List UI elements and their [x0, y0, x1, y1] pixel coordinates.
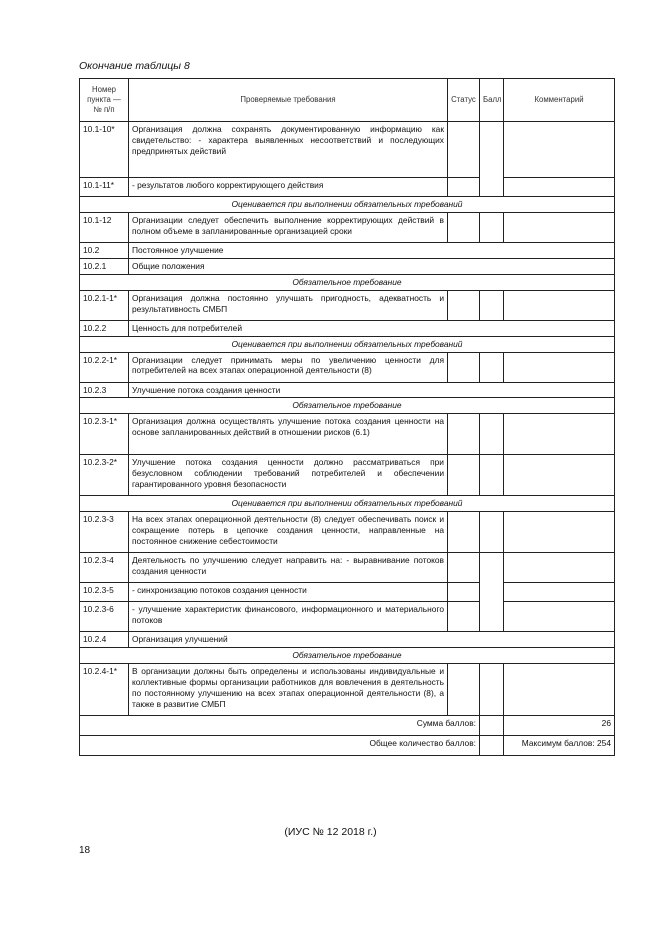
- section-row: [80, 320, 615, 336]
- table-row: [80, 178, 615, 197]
- sum-value: 26: [504, 716, 615, 736]
- status-cell[interactable]: [448, 178, 480, 197]
- sum-label: Сумма баллов:: [80, 716, 480, 736]
- table-row: [80, 455, 615, 496]
- comment-cell[interactable]: [504, 414, 615, 455]
- col-score-header: Балл: [480, 79, 504, 122]
- requirement-text: - синхронизацию потоков создания ценности: [129, 583, 448, 602]
- section-header-row: [80, 496, 615, 512]
- requirement-text: В организации должны быть определены и использованы индивидуальные и коллективные формы организации работников для вовлечения в деятельность по постоянному улучшению на всех этапах операционной деятельности (8), а также в развитие СМБП: [129, 664, 448, 716]
- requirement-text: На всех этапах операционной деятельности (8) следует обеспечивать поиск и сокращение потерь в цепочке создания ценности, направленные на постоянное снижение себестоимости: [129, 512, 448, 553]
- score-cell[interactable]: [480, 290, 504, 320]
- col-requirements-header: Проверяемые требования: [129, 79, 448, 122]
- mandatory-note: Обязательное требование: [80, 648, 615, 664]
- item-number: 10.1-11*: [80, 178, 129, 197]
- mandatory-note: Обязательное требование: [80, 398, 615, 414]
- total-row: [80, 736, 615, 756]
- section-title: Постоянное улучшение: [129, 242, 615, 258]
- table-caption: Окончание таблицы 8: [79, 60, 190, 72]
- sum-score-cell: [480, 716, 504, 736]
- col-status-header: Статус: [448, 79, 480, 122]
- status-cell[interactable]: [448, 583, 480, 602]
- evaluation-note: Оценивается при выполнении обязательных требований: [80, 197, 615, 213]
- status-cell[interactable]: [448, 414, 480, 455]
- score-cell[interactable]: [480, 352, 504, 382]
- col-comment-header: Комментарий: [504, 79, 615, 122]
- comment-cell[interactable]: [504, 122, 615, 178]
- comment-cell[interactable]: [504, 212, 615, 242]
- table-row: [80, 414, 615, 455]
- score-cell[interactable]: [480, 122, 504, 197]
- table-header-row: [80, 79, 615, 122]
- requirement-text: Организация должна постоянно улучшать пригодность, адекватность и результативность СМБП: [129, 290, 448, 320]
- table-row: [80, 512, 615, 553]
- item-number: 10.2.3-6: [80, 602, 129, 632]
- status-cell[interactable]: [448, 553, 480, 583]
- section-title: Организация улучшений: [129, 632, 615, 648]
- status-cell[interactable]: [448, 122, 480, 178]
- table-row: [80, 602, 615, 632]
- item-number: 10.2.2-1*: [80, 352, 129, 382]
- status-cell[interactable]: [448, 290, 480, 320]
- requirement-text: - результатов любого корректирующего действия: [129, 178, 448, 197]
- evaluation-note: Оценивается при выполнении обязательных требований: [80, 336, 615, 352]
- status-cell[interactable]: [448, 512, 480, 553]
- requirement-text: - улучшение характеристик финансового, информационного и материального потоков: [129, 602, 448, 632]
- table-row: [80, 553, 615, 583]
- score-cell[interactable]: [480, 664, 504, 716]
- section-row: [80, 382, 615, 398]
- item-number: 10.2.3-2*: [80, 455, 129, 496]
- table-row: [80, 664, 615, 716]
- section-number: 10.2: [80, 242, 129, 258]
- item-number: 10.1-12: [80, 212, 129, 242]
- comment-cell[interactable]: [504, 178, 615, 197]
- comment-cell[interactable]: [504, 455, 615, 496]
- comment-cell[interactable]: [504, 553, 615, 583]
- table-row: [80, 290, 615, 320]
- item-number: 10.2.4-1*: [80, 664, 129, 716]
- section-header-row: [80, 398, 615, 414]
- comment-cell[interactable]: [504, 602, 615, 632]
- section-number: 10.2.4: [80, 632, 129, 648]
- section-row: [80, 258, 615, 274]
- requirement-text: Организации следует принимать меры по увеличению ценности для потребителей на всех этапах операционной деятельности (8): [129, 352, 448, 382]
- comment-cell[interactable]: [504, 512, 615, 553]
- status-cell[interactable]: [448, 352, 480, 382]
- item-number: 10.2.3-3: [80, 512, 129, 553]
- requirements-table: [79, 78, 615, 756]
- score-cell[interactable]: [480, 553, 504, 632]
- table-row: [80, 583, 615, 602]
- requirement-text: Организации следует обеспечить выполнение корректирующих действий в полном объеме в запланированные организацией сроки: [129, 212, 448, 242]
- section-title: Ценность для потребителей: [129, 320, 615, 336]
- mandatory-note: Обязательное требование: [80, 274, 615, 290]
- table-row: [80, 352, 615, 382]
- item-number: 10.2.3-4: [80, 553, 129, 583]
- sum-row: [80, 716, 615, 736]
- section-header-row: [80, 274, 615, 290]
- max-score: Максимум баллов: 254: [504, 736, 615, 756]
- col-num-header: Номер пункта — № п/п: [80, 79, 129, 122]
- table-row: [80, 122, 615, 178]
- item-number: 10.1-10*: [80, 122, 129, 178]
- item-number: 10.2.3-1*: [80, 414, 129, 455]
- status-cell[interactable]: [448, 602, 480, 632]
- score-cell[interactable]: [480, 455, 504, 496]
- evaluation-note: Оценивается при выполнении обязательных требований: [80, 496, 615, 512]
- score-cell[interactable]: [480, 212, 504, 242]
- table-row: [80, 212, 615, 242]
- requirement-text: Организация должна осуществлять улучшение потока создания ценности на основе запланированных действий в отношении рисков (6.1): [129, 414, 448, 455]
- item-number: 10.2.3-5: [80, 583, 129, 602]
- section-header-row: [80, 197, 615, 213]
- item-number: 10.2.1-1*: [80, 290, 129, 320]
- score-cell[interactable]: [480, 512, 504, 553]
- section-number: 10.2.3: [80, 382, 129, 398]
- total-label: Общее количество баллов:: [80, 736, 480, 756]
- section-title: Общие положения: [129, 258, 615, 274]
- status-cell[interactable]: [448, 455, 480, 496]
- comment-cell[interactable]: [504, 583, 615, 602]
- comment-cell[interactable]: [504, 664, 615, 716]
- section-row: [80, 242, 615, 258]
- section-header-row: [80, 336, 615, 352]
- section-number: 10.2.2: [80, 320, 129, 336]
- score-cell[interactable]: [480, 414, 504, 455]
- section-header-row: [80, 648, 615, 664]
- requirement-text: Деятельность по улучшению следует направить на: - выравнивание потоков создания ценности: [129, 553, 448, 583]
- section-title: Улучшение потока создания ценности: [129, 382, 615, 398]
- status-cell[interactable]: [448, 212, 480, 242]
- comment-cell[interactable]: [504, 290, 615, 320]
- comment-cell[interactable]: [504, 352, 615, 382]
- section-row: [80, 632, 615, 648]
- requirement-text: Улучшение потока создания ценности должно рассматриваться при безусловном соблюдении требований потребителей и обеспечении гарантированного уровня безопасности: [129, 455, 448, 496]
- total-score-cell: [480, 736, 504, 756]
- page-number: 18: [79, 845, 91, 856]
- status-cell[interactable]: [448, 664, 480, 716]
- requirement-text: Организация должна сохранять документированную информацию как свидетельство: - характера выявленных несоответствий и последующих предпринятых действий: [129, 122, 448, 178]
- section-number: 10.2.1: [80, 258, 129, 274]
- publication-note: (ИУС № 12 2018 г.): [284, 826, 377, 838]
